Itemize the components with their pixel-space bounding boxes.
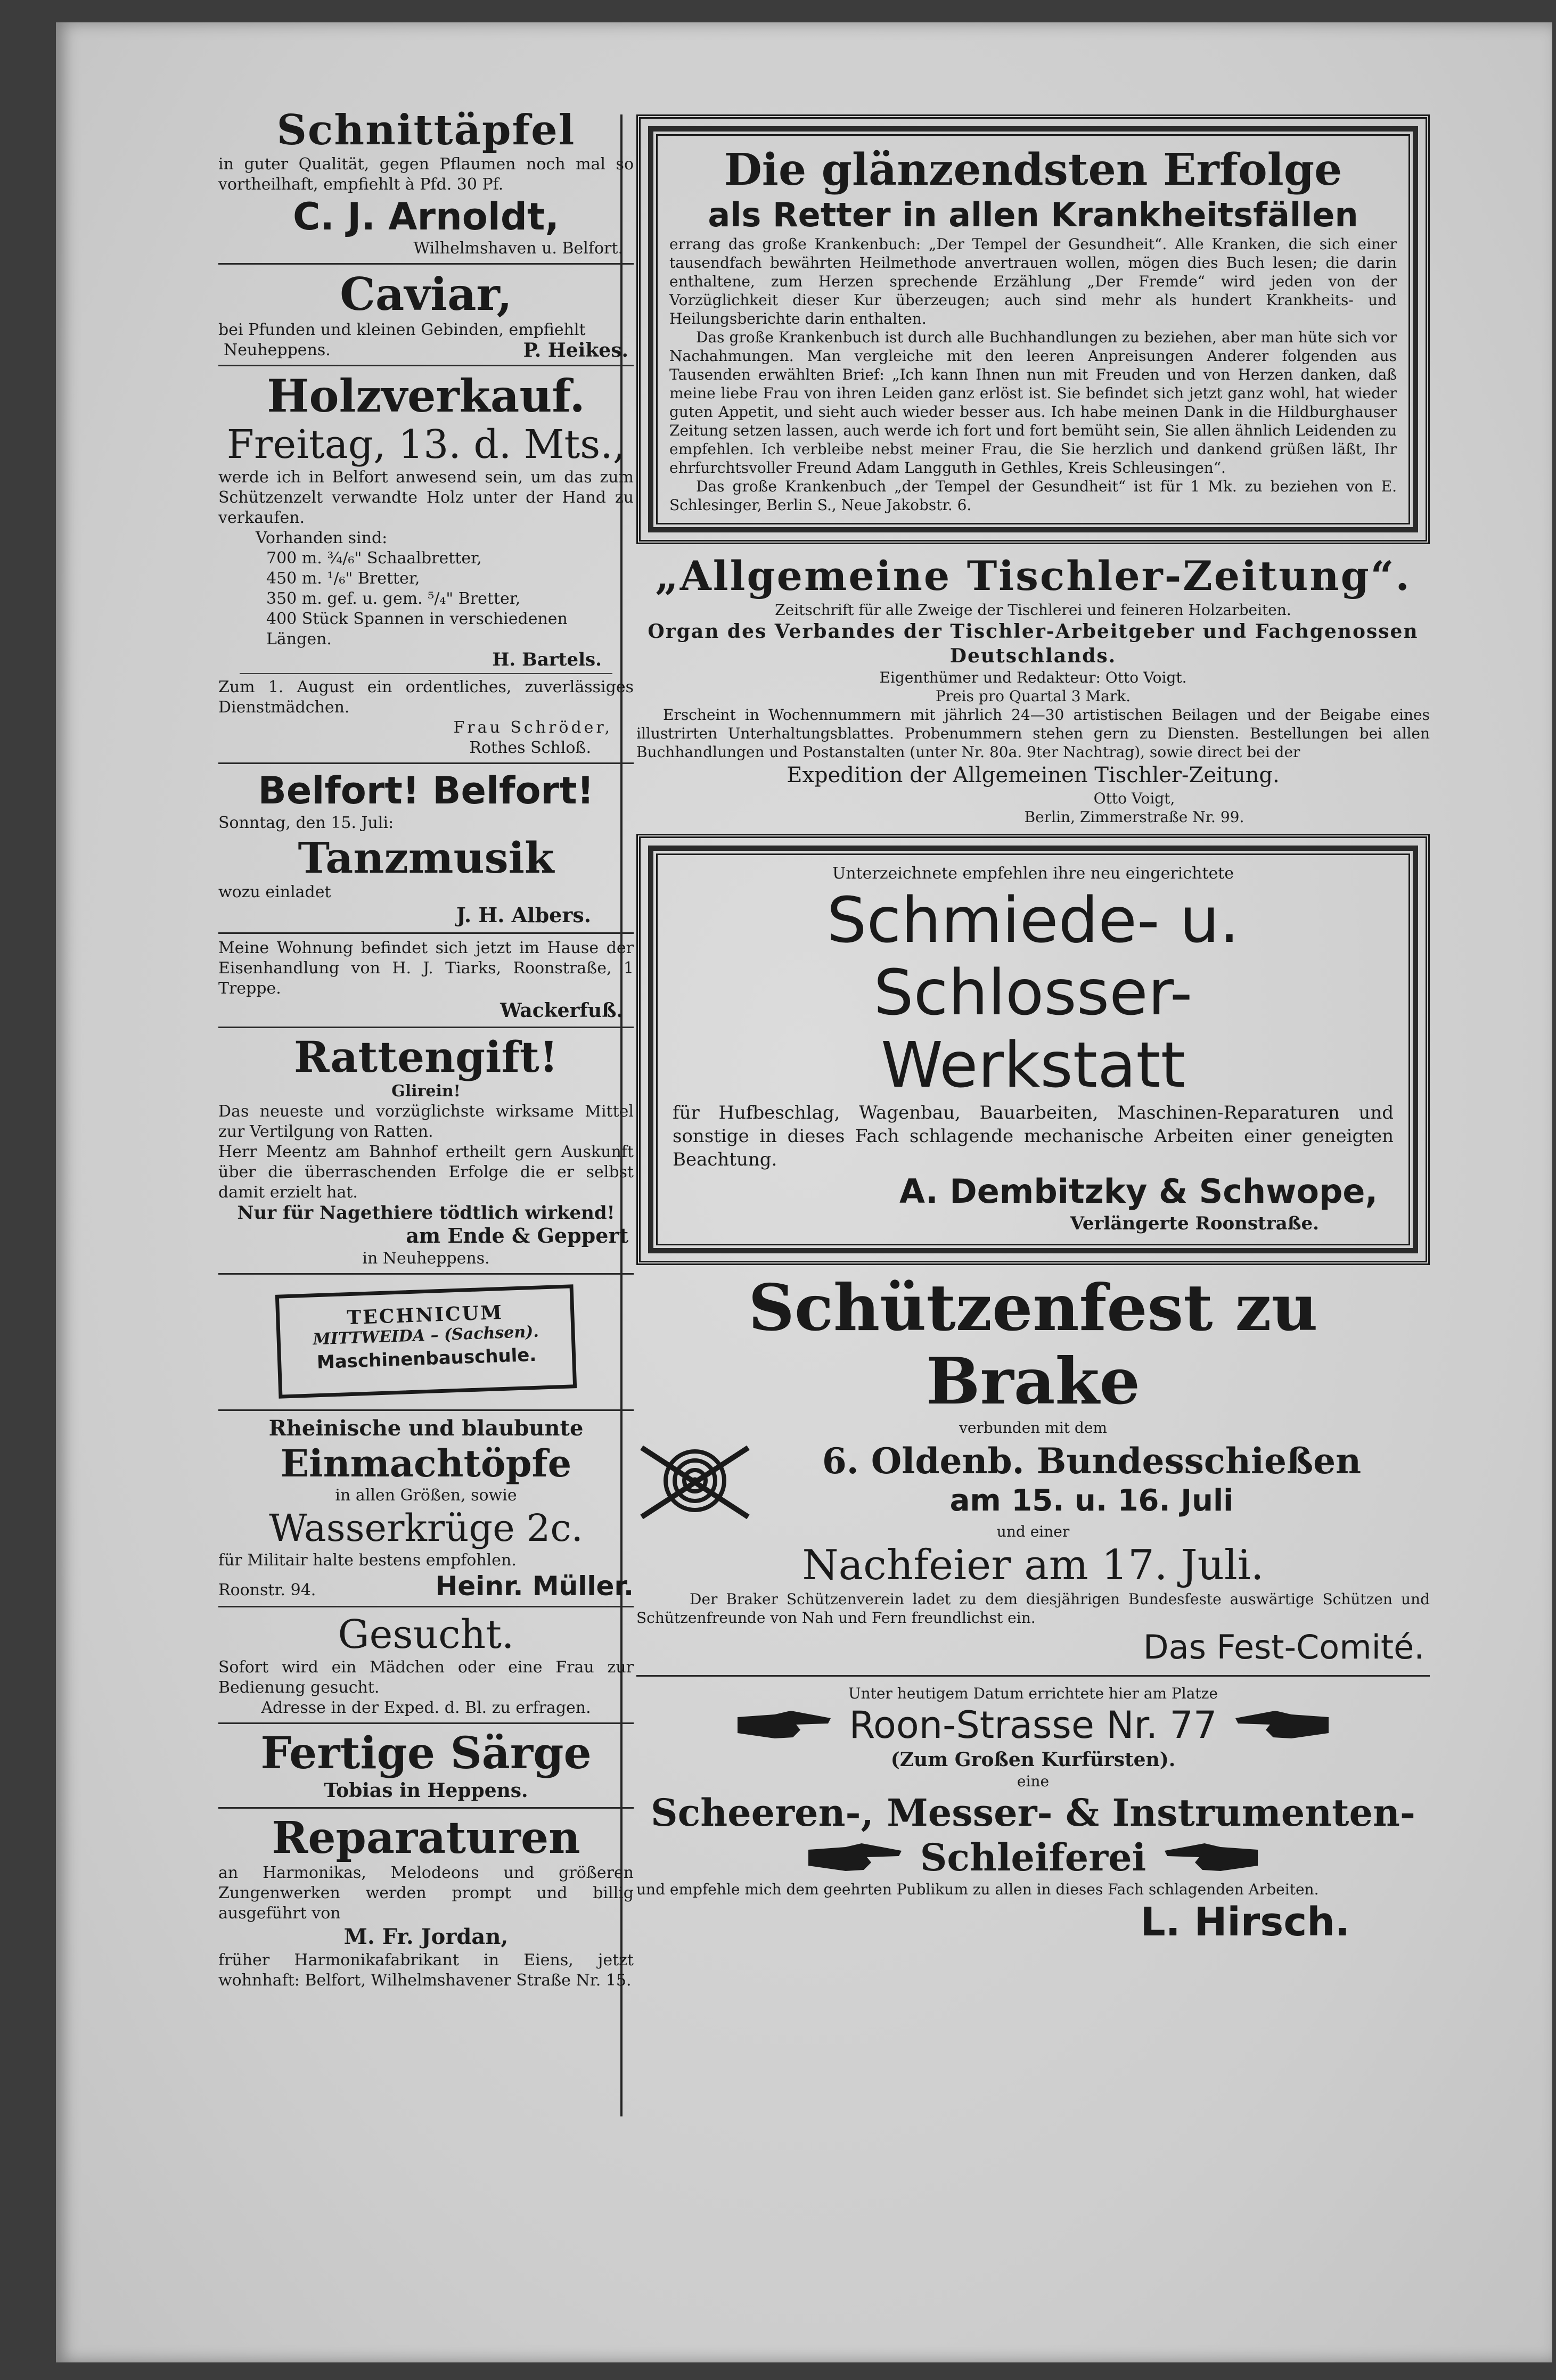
ad-caviar bbox=[218, 269, 634, 360]
ad-date: Freitag, 13. d. Mts., bbox=[226, 422, 626, 467]
ad-schleiferei bbox=[636, 1684, 1430, 1946]
ad-title: Schnittäpfel bbox=[276, 106, 576, 154]
ad-signature: Tobias in Heppens. bbox=[324, 1779, 528, 1802]
ad-address-2: (Zum Großen Kurfürsten). bbox=[890, 1749, 1176, 1771]
divider bbox=[218, 762, 634, 764]
ad-title: Belfort! Belfort! bbox=[258, 769, 594, 813]
technicum-stamp-box bbox=[275, 1284, 577, 1398]
ad-warning: Nur für Nagethiere tödtlich wirkend! bbox=[237, 1202, 615, 1224]
technicum-line-3: Maschinenbauschule. bbox=[316, 1344, 537, 1374]
ad-body: und empfehle mich dem geehrten Publikum zu allen in dieses Fach schlagenden Arbeiten. bbox=[636, 1881, 1319, 1898]
ad-title-2: Wasserkrüge 2c. bbox=[269, 1506, 583, 1550]
ad-body: bei Pfunden und kleinen Gebinden, empfiehlt bbox=[218, 321, 586, 339]
divider bbox=[218, 1807, 634, 1809]
pointing-hand-left-icon bbox=[1162, 1839, 1258, 1876]
ad-schmiede-box bbox=[636, 834, 1430, 1265]
ad-title-2: Werkstatt bbox=[881, 1028, 1185, 1102]
ad-signature: P. Heikes. bbox=[523, 339, 628, 362]
ad-title: Gesucht. bbox=[338, 1612, 514, 1657]
ad-intro: Unter heutigem Datum errichtete hier am Platze bbox=[848, 1685, 1218, 1702]
ad-body: an Harmonikas, Melodeons und größeren Zungenwerken werden prompt und billig ausgeführt von bbox=[218, 1864, 634, 1923]
ad-pretitle: Rheinische und blaubunte bbox=[268, 1416, 584, 1441]
ad-body: errang das große Krankenbuch: „Der Tempel der Gesundheit“. Alle Kranken, die sich einer tausendfach bewährten Heilmethode anvertrauen wollen, mögen dies Buch lesen; die darin enthaltene, zum Herzen sprechende Erzählung „Der Fremde“ wird jeden von der Vorzüglichkeit dieser Kur überzeugen; auch sind mehr als hundert Krankheits- und Heilungsberichte darin enthalten. bbox=[669, 235, 1397, 327]
ad-signature: Das Fest-Comité. bbox=[1143, 1628, 1424, 1667]
ad-article: eine bbox=[1017, 1772, 1050, 1790]
right-column bbox=[636, 114, 1430, 1946]
divider bbox=[218, 932, 634, 934]
ad-title: Reparaturen bbox=[272, 1812, 580, 1864]
ad-signature: H. Bartels. bbox=[492, 649, 602, 670]
pointing-hand-right-icon bbox=[738, 1706, 833, 1744]
ad-title: Caviar, bbox=[340, 268, 512, 321]
ad-title-2: Schleiferei bbox=[920, 1835, 1146, 1880]
ad-schnittaepfel bbox=[218, 106, 634, 259]
ad-gesundheit-box bbox=[636, 114, 1430, 544]
ad-schuetzenfest bbox=[636, 1271, 1430, 1668]
ad-place: Rothes Schloß. bbox=[469, 738, 591, 757]
ad-address: Verlängerte Roonstraße. bbox=[1070, 1213, 1319, 1234]
ad-body-2: Herr Meentz am Bahnhof ertheilt gern Auskunft über die überraschenden Erfolge die er selbst damit erzielt hat. bbox=[218, 1143, 634, 1202]
ad-title: Einmachtöpfe bbox=[280, 1441, 572, 1486]
ad-signature: Wackerfuß. bbox=[500, 999, 623, 1022]
ad-expedition: Expedition der Allgemeinen Tischler-Zeitung. bbox=[787, 763, 1280, 787]
ad-price: Preis pro Quartal 3 Mark. bbox=[935, 687, 1131, 705]
ad-place: Neuheppens. bbox=[224, 341, 331, 359]
ad-body-2: Das große Krankenbuch ist durch alle Buchhandlungen zu beziehen, aber man hüte sich vor Nachahmungen. Man vergleiche mit den leeren Anpreisungen Anderer folgenden aus Tausenden erwählten Brief: „Ich kann Ihnen nun mit Freuden und von Herzen danken, daß meine liebe Frau von ihren Leiden ganz erlöst ist. Sie befindet sich jetzt ganz wohl, hat wieder guten Appetit, und sieht auch wieder besser aus. Ich habe meinen Dank in die Hildburghauser Zeitung setzen lassen, auch werde ich fort und fort bemüht sein, Sie allen ähnlich Leidenden zu empfehlen. Ich verbleibe nebst meiner Frau, die Sie herzlich und dankend grüßen läßt, Ihr ehrfurchtsvoller Freund Adam Langguth in Gethles, Kreis Schleusingen“. bbox=[669, 329, 1397, 477]
ad-and: und einer bbox=[996, 1523, 1070, 1540]
ad-subtitle: verbunden mit dem bbox=[959, 1419, 1107, 1437]
ad-address: früher Harmonikafabrikant in Eiens, jetzt wohnhaft: Belfort, Wilhelmshavener Straße Nr. 15. bbox=[218, 1951, 634, 1990]
ad-date: Sonntag, den 15. Juli: bbox=[218, 814, 394, 832]
divider bbox=[218, 1273, 634, 1275]
ad-signature: Heinr. Müller. bbox=[435, 1571, 634, 1602]
ad-body: Das neueste und vorzüglichste wirksame Mittel zur Vertilgung von Ratten. bbox=[218, 1102, 634, 1141]
ad-rattengift bbox=[218, 1032, 634, 1269]
ad-body: Der Braker Schützenverein ladet zu dem diesjährigen Bundesfeste auswärtige Schützen und Schützenfreunde von Nah und Fern freundlichst ein. bbox=[636, 1590, 1430, 1627]
ad-einmachtoepfe bbox=[218, 1415, 634, 1602]
ad-body: für Hufbeschlag, Wagenbau, Bauarbeiten, Maschinen-Reparaturen und sonstige in dieses Fach schlagende mechanische Arbeiten einer geneigten Beachtung. bbox=[673, 1102, 1394, 1170]
ad-tischler-zeitung bbox=[636, 552, 1430, 826]
ad-address: Berlin, Zimmerstraße Nr. 99. bbox=[1024, 808, 1244, 826]
ad-body: in guter Qualität, gegen Pflaumen noch mal so vortheilhaft, empfiehlt à Pfd. 30 Pf. bbox=[218, 155, 634, 194]
ad-title: Schmiede- u. Schlosser- bbox=[826, 883, 1240, 1029]
ad-signature: Otto Voigt, bbox=[1093, 790, 1175, 807]
ad-wohnung bbox=[218, 938, 634, 1022]
list-item: 400 Stück Spannen in verschiedenen Längen. bbox=[266, 610, 568, 649]
left-column bbox=[218, 106, 634, 1991]
ad-body: Meine Wohnung befindet sich jetzt im Hause der Eisenhandlung von H. J. Tiarks, Roonstraße, 1 Treppe. bbox=[218, 939, 634, 998]
ad-owner: Eigenthümer und Redakteur: Otto Voigt. bbox=[879, 669, 1187, 686]
ad-signature: C. J. Arnoldt, bbox=[292, 195, 560, 239]
divider bbox=[218, 1027, 634, 1028]
ad-title: „Allgemeine Tischler-Zeitung“. bbox=[655, 552, 1411, 600]
ad-belfort-tanzmusik bbox=[218, 768, 634, 928]
ad-signature: Frau Schröder, bbox=[453, 718, 612, 737]
ad-invite: wozu einladet bbox=[218, 883, 331, 901]
ad-place: in Neuheppens. bbox=[362, 1249, 490, 1268]
ad-body: Sofort wird ein Mädchen oder eine Frau zur Bedienung gesucht. bbox=[218, 1658, 634, 1697]
ad-title-2: 6. Oldenb. Bundesschießen bbox=[822, 1440, 1362, 1482]
ad-address: Adresse in der Exped. d. Bl. zu erfragen. bbox=[261, 1698, 591, 1717]
ad-subtitle: Zeitschrift für alle Zweige der Tischlerei und feineren Holzarbeiten. bbox=[775, 601, 1291, 619]
ad-body: werde ich in Belfort anwesend sein, um das zum Schützenzelt verwandte Holz unter der Hand zu verkaufen. bbox=[218, 468, 634, 527]
ad-gesucht bbox=[218, 1612, 634, 1718]
ad-saerge bbox=[218, 1728, 634, 1803]
ad-place: Wilhelmshaven u. Belfort. bbox=[413, 239, 623, 258]
divider bbox=[218, 1606, 634, 1607]
divider bbox=[636, 1675, 1430, 1677]
ad-subtitle: Glirein! bbox=[391, 1082, 461, 1101]
ad-dates: am 15. u. 16. Juli bbox=[949, 1483, 1234, 1518]
ad-body: für Militair halte bestens empfohlen. bbox=[218, 1551, 517, 1570]
ad-body: Erscheint in Wochennummern mit jährlich 24—30 artistischen Beilagen und der Beigabe eines illustrirten Unterhaltungsblattes. Probenummern stehen gern zu Diensten. Bestellungen bei allen Buchhandlungen und Postanstalten (unter Nr. 80a. 9ter Nachtrag), sowie direct bei der bbox=[636, 706, 1430, 761]
target-emblem-icon bbox=[636, 1437, 754, 1522]
ad-title: Schützenfest zu Brake bbox=[748, 1270, 1318, 1419]
ad-reparaturen bbox=[218, 1813, 634, 1991]
technicum-line-2: MITTWEIDA – (Sachsen). bbox=[312, 1322, 539, 1349]
ad-address: Roon-Strasse Nr. 77 bbox=[849, 1703, 1217, 1747]
pointing-hand-left-icon bbox=[1233, 1706, 1329, 1744]
ad-holzverkauf bbox=[218, 371, 634, 670]
ad-signature: J. H. Albers. bbox=[456, 903, 591, 927]
ad-signature: A. Dembitzky & Schwope, bbox=[899, 1172, 1378, 1211]
ad-intro: Unterzeichnete empfehlen ihre neu eingerichtete bbox=[832, 864, 1234, 883]
ad-stock-label: Vorhanden sind: bbox=[256, 529, 388, 547]
ad-title: Scheeren-, Messer- & Instrumenten- bbox=[651, 1791, 1415, 1835]
ad-title-3: Nachfeier am 17. Juli. bbox=[802, 1541, 1264, 1589]
list-item: 700 m. ¾/₆" Schaalbretter, bbox=[266, 549, 482, 568]
ad-body-3: Das große Krankenbuch „der Tempel der Gesundheit“ ist für 1 Mk. zu beziehen von E. Schlesinger, Berlin S., Neue Jakobstr. 6. bbox=[669, 478, 1397, 514]
technicum-line-1: TECHNICUM bbox=[346, 1301, 504, 1329]
ad-place: Roonstr. 94. bbox=[218, 1581, 316, 1599]
ad-dienstmaedchen bbox=[218, 677, 634, 758]
ad-body: Zum 1. August ein ordentliches, zuverlässiges Dienstmädchen. bbox=[218, 678, 634, 717]
ad-signature: am Ende & Geppert bbox=[406, 1224, 628, 1248]
divider bbox=[240, 673, 612, 674]
divider bbox=[218, 365, 634, 366]
ad-title: Holzverkauf. bbox=[267, 370, 585, 422]
ad-event: Tanzmusik bbox=[298, 833, 554, 883]
list-item: 350 m. gef. u. gem. ⁵/₄" Bretter, bbox=[266, 589, 521, 608]
list-item: 450 m. ¹/₆" Bretter, bbox=[266, 569, 420, 588]
ad-signature: L. Hirsch. bbox=[1140, 1899, 1350, 1945]
divider bbox=[218, 1409, 634, 1411]
ad-subtitle: in allen Größen, sowie bbox=[335, 1486, 517, 1505]
ad-title: Die glänzendsten Erfolge bbox=[724, 144, 1342, 195]
ad-title: Fertige Särge bbox=[260, 1728, 592, 1779]
divider bbox=[218, 263, 634, 265]
ad-title-2: als Retter in allen Krankheitsfällen bbox=[708, 195, 1358, 234]
ad-organ: Organ des Verbandes der Tischler-Arbeitgeber und Fachgenossen Deutschlands. bbox=[648, 620, 1419, 667]
ad-title: Rattengift! bbox=[294, 1032, 558, 1082]
pointing-hand-right-icon bbox=[808, 1839, 904, 1876]
divider bbox=[218, 1722, 634, 1724]
ad-signature: M. Fr. Jordan, bbox=[343, 1924, 509, 1949]
